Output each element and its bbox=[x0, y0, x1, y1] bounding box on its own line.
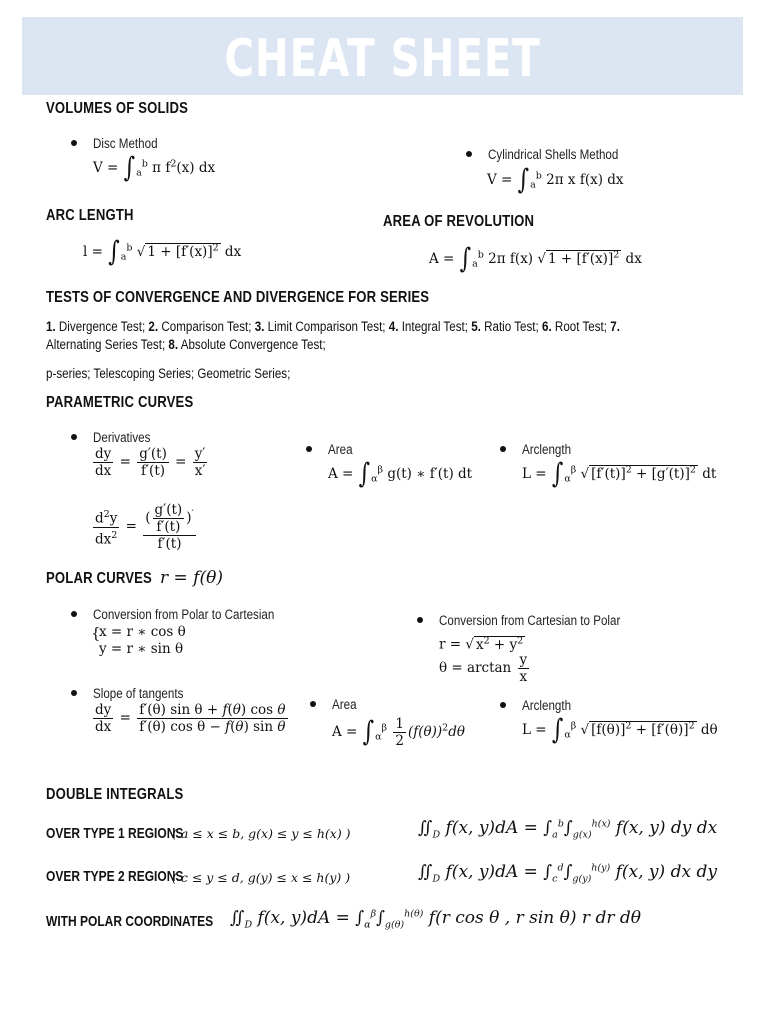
bullet bbox=[310, 701, 316, 707]
polar-coordinates-label: WITH POLAR COORDINATES bbox=[46, 913, 214, 930]
convergence-tests-line-1: 1. Divergence Test; 2. Comparison Test; 3. Limit Comparison Test; 4. Integral Test; 5. Ratio Test; 6. Root Test; 7. bbox=[46, 319, 620, 334]
polar-arclength-label: Arclength bbox=[522, 698, 572, 713]
parametric-heading: PARAMETRIC CURVES bbox=[46, 394, 194, 411]
polar-to-cartesian-label: Conversion from Polar to Cartesian bbox=[93, 607, 275, 622]
parametric-arclength-label: Arclength bbox=[522, 442, 572, 457]
bullet bbox=[71, 611, 77, 617]
polar-y-formula: y = r ∗ sin θ bbox=[99, 641, 184, 657]
polar-arclength-formula: $L = \int_\alpha^\beta$ √ $[f(\theta)]^2 + [f'(\theta)]^2$ dθ bbox=[522, 714, 718, 747]
area-revolution-formula: $A = \int_a^b$ 2π f(x) √ $1 + [f'(x)]^2$ dx bbox=[429, 243, 642, 276]
bullet bbox=[500, 702, 506, 708]
parametric-area-formula: $A = \int_\alpha^\beta$ g(t) ∗ f′(t) dt bbox=[328, 458, 473, 491]
volumes-heading: VOLUMES OF SOLIDS bbox=[46, 100, 189, 117]
convergence-heading: TESTS OF CONVERGENCE AND DIVERGENCE FOR SERIES bbox=[46, 289, 430, 306]
polar-x-formula: x = r ∗ cos θ bbox=[99, 624, 186, 640]
bullet bbox=[417, 617, 423, 623]
shells-method-formula: $V = \int_a^b$ 2π x f(x) dx bbox=[487, 164, 624, 197]
polar-area-label: Area bbox=[332, 697, 357, 712]
area-revolution-heading: AREA OF REVOLUTION bbox=[383, 213, 535, 230]
arc-length-formula: $l = \int_a^b$ √ $1 + [f'(x)]^2$ dx bbox=[83, 236, 242, 269]
page-title: CHEAT SHEET bbox=[224, 29, 541, 89]
title-banner bbox=[22, 17, 743, 95]
bullet bbox=[306, 446, 312, 452]
polar-r-formula: r = √ $x^2 + y^2$ bbox=[439, 635, 524, 653]
slope-formula: $\frac{dy}{dx}$ = $\frac{\text{f′(θ) sin θ + f(θ) cos θ}}{\text{f′(θ) cos θ − f(θ) sin θ}}$ bbox=[95, 702, 286, 735]
type1-formula: $∬_D$ f(x, $y)dA = \int_a^b\int_{g(x)}^{h(x)}$ f(x, y) dy dx bbox=[418, 818, 718, 841]
polar-theta-formula: θ = arctan $\frac{y}{x}$ bbox=[439, 652, 528, 685]
second-derivative-formula: $\frac{d^2y}{dx^2}$ = ( $\frac{g'(t)}{f'(t)}$ )′ f′(t) bbox=[95, 502, 194, 552]
disc-method-label: Disc Method bbox=[93, 136, 158, 151]
type2-region: ( c ≤ y ≤ d, g(y) ≤ x ≤ h(y) ) bbox=[172, 870, 351, 885]
type2-formula: $∬_D$ f(x, $y)dA = \int_c^d\int_{g(y)}^{h(y)}$ f(x, y) dx dy bbox=[418, 862, 717, 885]
polar-equation: r = f(θ) bbox=[160, 568, 223, 588]
bullet bbox=[71, 140, 77, 146]
disc-method-formula: $V = \int_a^b$ π $f^2(x)$ dx bbox=[93, 152, 216, 185]
cartesian-to-polar-label: Conversion from Cartesian to Polar bbox=[439, 613, 621, 628]
parametric-arclength-formula: $L = \int_\alpha^\beta$ √ $[f'(t)]^2 + [g'(t)]^2$ dt bbox=[522, 458, 717, 491]
type1-region: ( a ≤ x ≤ b, g(x) ≤ y ≤ h(x) ) bbox=[172, 826, 351, 841]
parametric-area-label: Area bbox=[328, 442, 353, 457]
polar-coordinates-formula: $∬_D$ f(x, $y)dA = \int_\alpha^\beta\int_{g(\theta)}^{h(\theta)}$ f(r cos θ , r sin θ) r dr dθ bbox=[230, 908, 641, 931]
polar-heading: POLAR CURVES bbox=[46, 570, 152, 587]
type2-label: OVER TYPE 2 REGIONS bbox=[46, 868, 184, 885]
convergence-tests-line-2: Alternating Series Test; 8. Absolute Convergence Test; bbox=[46, 337, 326, 352]
slope-label: Slope of tangents bbox=[93, 686, 184, 701]
polar-area-formula: $A = \int_\alpha^\beta$ $\frac{1}{2}$ $(f(\theta))^2d\theta$ bbox=[332, 716, 465, 749]
other-series: p-series; Telescoping Series; Geometric Series; bbox=[46, 366, 291, 381]
bullet bbox=[71, 434, 77, 440]
first-derivative-formula: $\frac{dy}{dx}$ = $\frac{g'(t)}{f'(t)}$ = $\frac{y'}{x'}$ bbox=[95, 446, 206, 479]
bullet bbox=[71, 690, 77, 696]
bullet bbox=[500, 446, 506, 452]
brace: { bbox=[91, 624, 101, 642]
double-integrals-heading: DOUBLE INTEGRALS bbox=[46, 786, 184, 803]
bullet bbox=[466, 151, 472, 157]
arc-length-heading: ARC LENGTH bbox=[46, 207, 134, 224]
derivatives-label: Derivatives bbox=[93, 430, 151, 445]
shells-method-label: Cylindrical Shells Method bbox=[488, 147, 619, 162]
type1-label: OVER TYPE 1 REGIONS bbox=[46, 825, 184, 842]
